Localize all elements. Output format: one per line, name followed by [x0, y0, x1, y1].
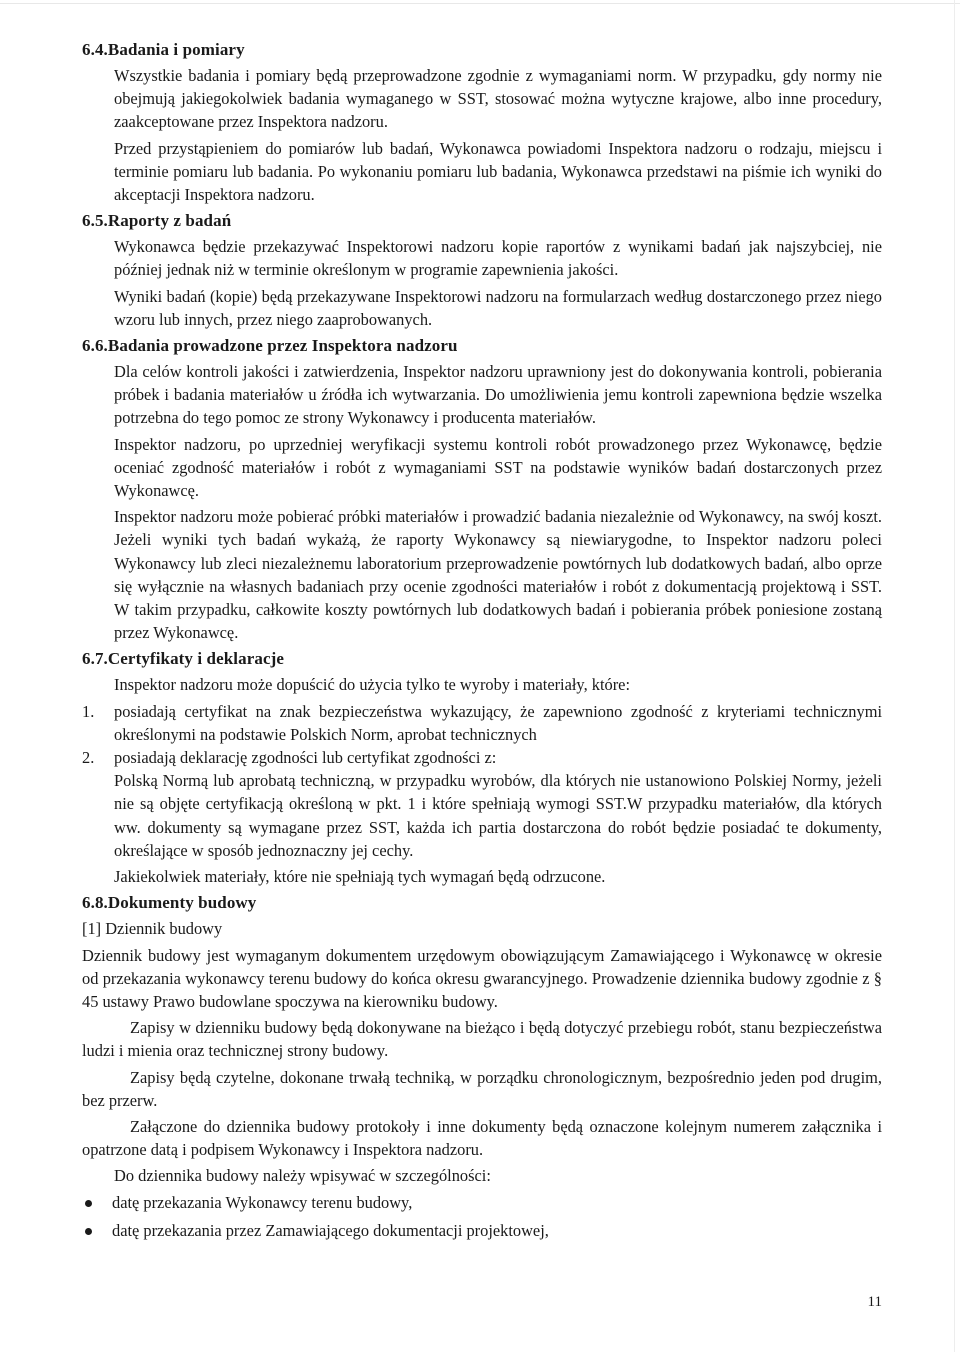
paragraph-6-7-reject: Jakiekolwiek materiały, które nie spełniają tych wymagań będą odrzucone.: [114, 867, 606, 887]
list-item: [82, 700, 882, 746]
heading-6-7: 6.7.Certyfikaty i deklaracje: [82, 649, 285, 669]
heading-6-4: 6.4.Badania i pomiary: [82, 40, 245, 59]
numbered-list: [82, 700, 882, 770]
list-item: [82, 746, 882, 769]
paragraph-6-8-5: Do dziennika budowy należy wpisywać w szczególności:: [114, 1166, 491, 1186]
heading-6-6: 6.6.Badania prowadzone przez Inspektora nadzoru: [82, 336, 458, 356]
list-item-number: 2.: [82, 748, 95, 768]
list-item: [82, 1219, 882, 1242]
paragraph-6-4-2: Przed przystąpieniem do pomiarów lub badań, Wykonawca powiadomi Inspektora nadzoru o rodzaju, miejscu i terminie pomiaru lub badania. Po wykonaniu pomiaru lub badania, Wykonawca przedstawi na piśmie ich wyniki do akceptacji Inspektora nadzoru.: [114, 138, 882, 205]
subheading-dziennik-budowy: [1] Dziennik budowy: [82, 919, 223, 939]
heading-6-8: 6.8.Dokumenty budowy: [82, 893, 257, 913]
list-item-text: posiadają deklarację zgodności lub certyfikat zgodności z:: [114, 748, 497, 768]
paragraph-6-6-2: Inspektor nadzoru, po uprzedniej weryfikacji systemu kontroli robót prowadzonego przez Wykonawcę, będzie oceniać zgodność materiałów i robót z wymaganiami SST na podstawie wyników badań dostarczonych przez Wykonawcę.: [114, 434, 882, 501]
paragraph-6-4-1: Wszystkie badania i pomiary będą przeprowadzone zgodnie z wymaganiami norm. W przypadku, gdy normy nie obejmują jakiegokolwiek badania wymaganego w SST, stosować można wytyczne krajowe, albo inne procedury, zaakceptowane przez Inspektora nadzoru.: [114, 66, 882, 132]
list-item-text: datę przekazania przez Zamawiającego dokumentacji projektowej,: [112, 1220, 549, 1240]
list-item-text: posiadają certyfikat na znak bezpieczeństwa wykazujący, że zapewniono zgodność z kryteriami technicznymi określonymi na podstawie Polskich Norm, aprobat technicznych: [114, 701, 882, 744]
list-item-text: datę przekazania Wykonawcy terenu budowy,: [112, 1192, 413, 1212]
heading-6-5: 6.5.Raporty z badań: [82, 211, 232, 231]
page-number: 11: [867, 1294, 882, 1310]
paragraph-6-8-4: Załączone do dziennika budowy protokoły i inne dokumenty będą oznaczone kolejnym numerem załącznika i opatrzone datą i podpisem Wykonawcy i Inspektora nadzoru.: [82, 1116, 882, 1160]
bullet-icon: [85, 1228, 92, 1235]
paragraph-6-6-1: Dla celów kontroli jakości i zatwierdzenia, Inspektor nadzoru uprawniony jest do dokonywania kontroli, pobierania próbek i badania materiałów u źródła ich wytwarzania. Do umożliwienia jemu kontroli zapewniona będzie wszelka potrzebna do tego pomoc ze strony Wykonawcy i producenta materiałów.: [114, 362, 882, 428]
paragraph-6-8-1: Dziennik budowy jest wymaganym dokumentem urzędowym obowiązującym Zamawiającego i Wykonawcę w okresie od przekazania wykonawcy terenu budowy do końca okresu gwarancyjnego. Prowadzenie dziennika budowy zgodnie z § 45 ustawy Prawo budowlane spoczywa na kierowniku budowy.: [82, 945, 882, 1011]
paragraph-6-7-intro: Inspektor nadzoru może dopuścić do użycia tylko te wyroby i materiały, które:: [114, 675, 630, 695]
bullet-icon: [85, 1200, 92, 1207]
paragraph-6-8-3: Zapisy będą czytelne, dokonane trwałą techniką, w porządku chronologicznym, bezpośrednio jeden pod drugim, bez przerw.: [82, 1067, 882, 1110]
paragraph-6-5-2: Wyniki badań (kopie) będą przekazywane Inspektorowi nadzoru na formularzach według dostarczonego przez niego wzoru lub innych, przez niego zaaprobowanych.: [114, 286, 882, 329]
list-item: [82, 1191, 882, 1214]
paragraph-6-8-2: Zapisy w dzienniku budowy będą dokonywane na bieżąco i będą dotyczyć przebiegu robót, stanu bezpieczeństwa ludzi i mienia oraz technicznej strony budowy.: [82, 1018, 882, 1061]
list-item-number: 1.: [82, 701, 95, 721]
paragraph-6-7-norm: Polską Normą lub aprobatą techniczną, w przypadku wyrobów, dla których nie ustanowiono Polskiej Normy, jeżeli nie są objęte certyfikacją określoną w pkt. 1 i które spełniają wymogi SST.W przypadku materiałów, dla których ww. dokumenty są wymagane przez SST, każda ich partia dostarczona do robót będzie posiadać te dokumenty, określające w sposób jednoznaczny jej cechy.: [114, 771, 882, 860]
paragraph-6-5-1: Wykonawca będzie przekazywać Inspektorowi nadzoru kopie raportów z wynikami badań jak najszybciej, nie później jednak niż w terminie określonym w programie zapewnienia jakości.: [114, 237, 882, 280]
bullet-list: [82, 1191, 882, 1242]
paragraph-6-6-3: Inspektor nadzoru może pobierać próbki materiałów i prowadzić badania niezależnie od Wykonawcy, na swój koszt. Jeżeli wyniki tych badań wykażą, że raporty Wykonawcy są niewiarygodne, to Inspektor nadzoru poleci Wykonawcy lub zleci niezależnemu laboratorium przeprowadzenie powtórnych lub dodatkowych badań, albo oprze się wyłącznie na własnych badaniach przy ocenie zgodności materiałów i robót z dokumentacją projektową i SST. W takim przypadku, całkowite koszty powtórnych lub dodatkowych badań i pobierania próbek poniesione zostaną przez Wykonawcę.: [114, 507, 882, 643]
